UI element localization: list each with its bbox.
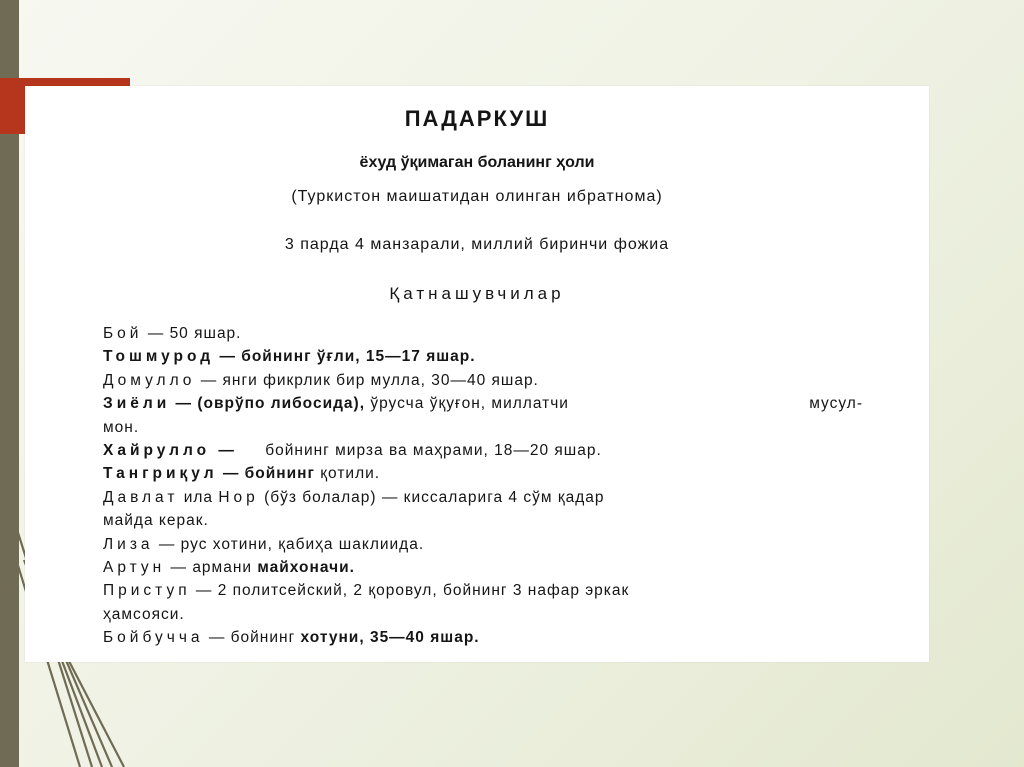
character-desc: — армани [165, 559, 253, 577]
character-name: Нор [218, 488, 259, 506]
scanned-page [25, 86, 929, 662]
character-desc: — (оврўпо либосида), [170, 395, 366, 413]
list-item [103, 439, 863, 462]
character-name: Зиёли [103, 395, 171, 413]
list-item [103, 345, 863, 368]
character-desc: мон. [103, 418, 140, 436]
list-item [103, 533, 863, 556]
list-item [103, 626, 863, 649]
character-name: Тангриқул [103, 465, 218, 483]
character-desc: — рус хотини, қабиҳа шаклиида. [153, 535, 425, 553]
genre-line: 3 парда 4 манзарали, миллий биринчи фожиа [284, 236, 670, 253]
list-item [103, 556, 863, 579]
cast-heading: Қатнашувчилар [389, 284, 565, 303]
character-desc: — 50 яшар. [142, 325, 242, 342]
character-desc: ҳамсояси. [103, 605, 185, 623]
character-desc: ила [178, 488, 219, 506]
character-desc: — бойнинг ўғли, 15—17 яшар. [214, 348, 476, 366]
character-desc: майхоначи. [252, 559, 355, 577]
page-title: ПАДАРКУШ [404, 106, 550, 131]
character-name: Бой [103, 325, 143, 342]
page-subtitle: ёхуд ўқимаган боланинг ҳоли [359, 154, 595, 171]
character-desc: мусул- [809, 395, 863, 413]
character-name: Домулло [103, 371, 196, 389]
character-desc: — бойнинг [203, 629, 296, 647]
character-desc: (бўз болалар) — киссаларига 4 сўм қадар [258, 488, 605, 506]
character-desc: — 2 политсейский, 2 қоровул, бойнинг 3 нафар эркак [190, 582, 630, 600]
list-item [103, 509, 863, 532]
list-item [103, 416, 863, 439]
list-item [103, 579, 863, 602]
character-desc: майда керак. [103, 512, 209, 530]
character-name: Артун [103, 559, 166, 577]
character-desc: хотуни, 35—40 яшар. [295, 629, 480, 647]
character-name: Хайрулло — [103, 442, 238, 460]
list-item [103, 462, 863, 485]
list-item [103, 392, 863, 415]
list-item [103, 322, 863, 345]
character-name: Лиза [103, 535, 154, 553]
list-item [103, 369, 863, 392]
character-name: Приступ [103, 582, 191, 600]
character-desc: ўрусча ўқуғон, миллатчи [365, 395, 569, 413]
character-desc: — бойнинг [217, 465, 315, 483]
source-note: (Туркистон маишатидан олинган ибратнома) [291, 188, 663, 205]
character-desc: бойнинг мирза ва маҳрами, 18—20 яшар. [265, 442, 602, 460]
list-item [103, 486, 863, 509]
cast-list [103, 322, 863, 650]
character-desc: қотили. [314, 465, 381, 483]
list-item [103, 603, 863, 626]
character-desc: — янги фикрлик бир мулла, 30—40 яшар. [195, 371, 539, 389]
character-name: Бойбучча [103, 629, 204, 647]
character-name: Тошмурод [103, 348, 215, 366]
character-name: Давлат [103, 488, 179, 506]
